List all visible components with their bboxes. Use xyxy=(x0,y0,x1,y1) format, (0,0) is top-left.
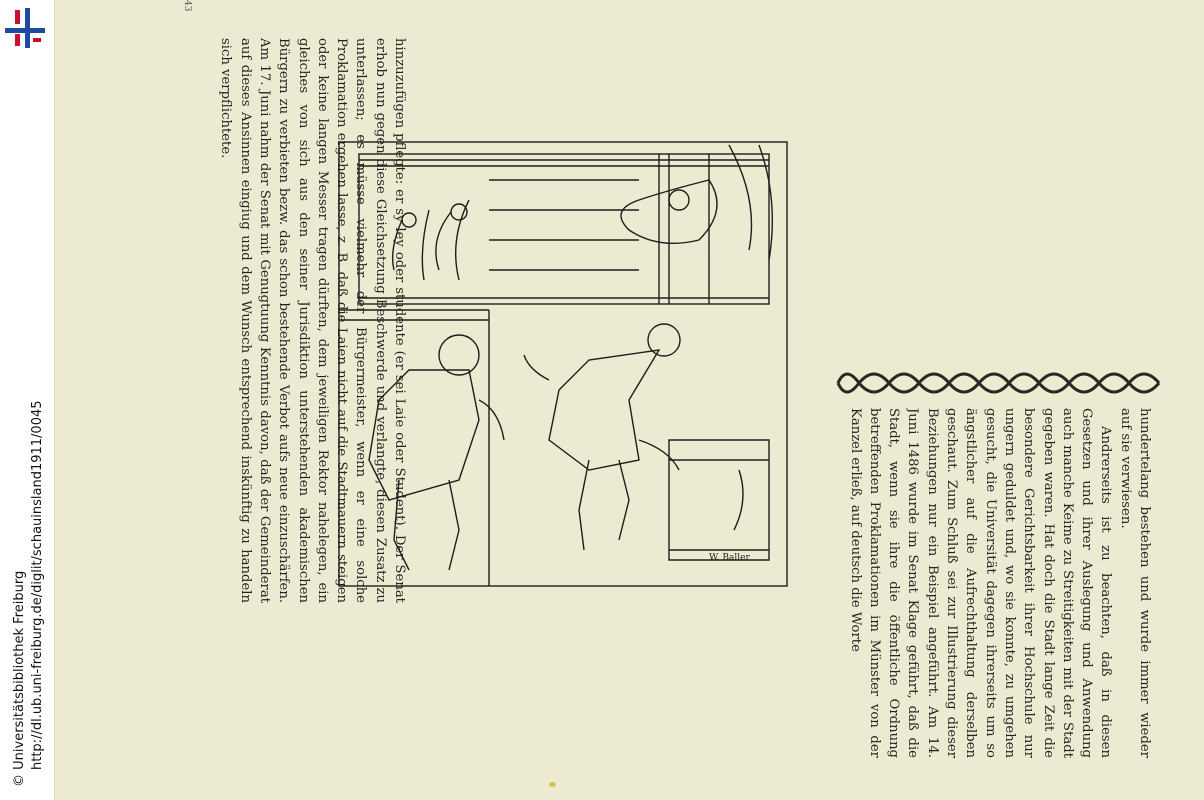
page-number: 43 xyxy=(182,0,192,12)
page-rotated-content xyxy=(55,0,1204,800)
paper-stain xyxy=(549,782,556,787)
paragraph: Andrerseits ist zu beachten, daß in diesen Gesetzen und ihrer Auslegung und Anwendung auch manche Keime zu Streitigkeiten mit der Stadt gegeben waren. Hat doch die Stadt lange Zeit die besondere Gerichtsbarkeit ihrer Hochschule nur ungern geduldet und, wo sie konnte, zu umgehen gesucht, die Universität dagegen ihrerseits um so ängstlicher auf die Aufrechthaltung derselben geschaut. Zum Schluß sei zur Illustrierung dieser Beziehungen nur ein Beispiel angeführt. Am 14. Juni 1486 wurde im Senat Klage geführt, daß die Stadt, wenn sie ihre die öffentliche Ordnung betreffenden Proklamationen im Münster von der Kanzel erließ, auf deutsch die Worte xyxy=(847,408,1114,758)
paragraph: hundertelang bestehen und wurde immer wieder auf sie verwiesen. xyxy=(1117,408,1152,758)
text-column-right xyxy=(149,38,409,603)
text-column-left xyxy=(844,408,1154,758)
paragraph: hinzuzufügen pflegte: er sy ley oder studente (er sei Laie oder Student). Der Senat erhob nun gegen diese Gleichsetzung Beschwerde und verlangte, diesen Zusatz zu unterlassen; es müsse vielmehr der Bürgermeister, wenn er eine solche Proklamation ergehen lasse, z. B. daß die Laien nicht auf die Stadtmauern steigen oder keine langen Messer tragen dürften, dem jeweiligen Rektor nahelegen, ein gleiches von sich aus den seiner Jurisdiktion unterstehenden akademischen Bürgern zu verbieten bezw. das schon bestehende Verbot aufs neue einzuschärfen. Am 17. Juni nahm der Senat mit Genugtuung Kenntnis davon, daß der Gemeinderat auf dieses Ansinnen eingiug und dem Wunsch entsprechend inskünftig zu handeln sich verpflichtete. xyxy=(218,38,407,603)
decorative-ornament-icon xyxy=(834,360,1164,406)
library-sidebar xyxy=(0,0,55,800)
illustration-signature: W. Baller xyxy=(709,553,750,563)
university-library-logo-icon[interactable] xyxy=(3,6,47,50)
scanned-page xyxy=(55,0,1204,800)
copyright-text: © Universitätsbibliothek Freiburg xyxy=(12,570,27,787)
source-url-text[interactable]: http://dl.ub.uni-freiburg.de/diglit/schauinsland1911/0045 xyxy=(30,400,45,770)
